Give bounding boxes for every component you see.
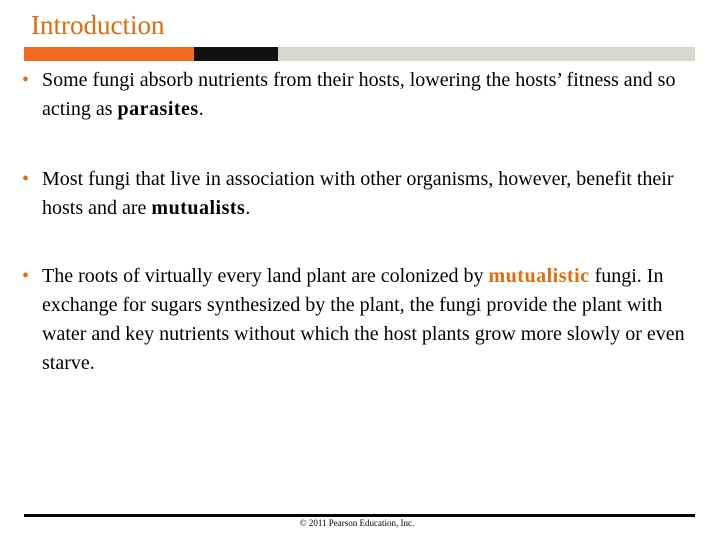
bullet-text-lead: The roots of virtually every land plant are colonized by (42, 265, 489, 287)
title-bar-black-segment (194, 47, 278, 61)
bullet-text-tail: . (198, 98, 204, 120)
bullet-marker: • (22, 265, 30, 287)
title-bar-gray-segment (278, 47, 695, 61)
bullet-text (22, 262, 702, 378)
bullet-text (22, 165, 702, 223)
bullet-text (22, 66, 702, 124)
bullet-text-tail: fungi. In exchange for sugars synthesized by the plant, the fungi provide the plant with water and key nutrients without which the host plants grow more slowly or even starve. (42, 265, 685, 374)
bullet-marker: • (22, 69, 30, 91)
slide-title: Introduction (31, 10, 165, 40)
bullet-term-parasites: parasites (117, 98, 199, 120)
bullet-text-lead: Most fungi that live in association with other organisms, however, benefit their hosts and are (42, 168, 674, 219)
bullet-term-mutualists: mutualists (151, 197, 246, 219)
bullet-term-mutualistic: mutualistic (488, 265, 590, 287)
bullet-text-lead: Some fungi absorb nutrients from their hosts, lowering the hosts’ fitness and so acting as (42, 69, 676, 120)
bullet-mutualists (22, 165, 702, 223)
title-bar-orange-segment (24, 47, 194, 61)
bullet-text-tail: . (245, 197, 251, 219)
bullet-marker: • (22, 168, 30, 190)
title-underline-bar (24, 47, 695, 61)
footer-copyright: © 2011 Pearson Education, Inc. (299, 518, 415, 528)
bullet-parasites (22, 66, 702, 124)
bullet-mutualistic-fungi (22, 262, 702, 378)
